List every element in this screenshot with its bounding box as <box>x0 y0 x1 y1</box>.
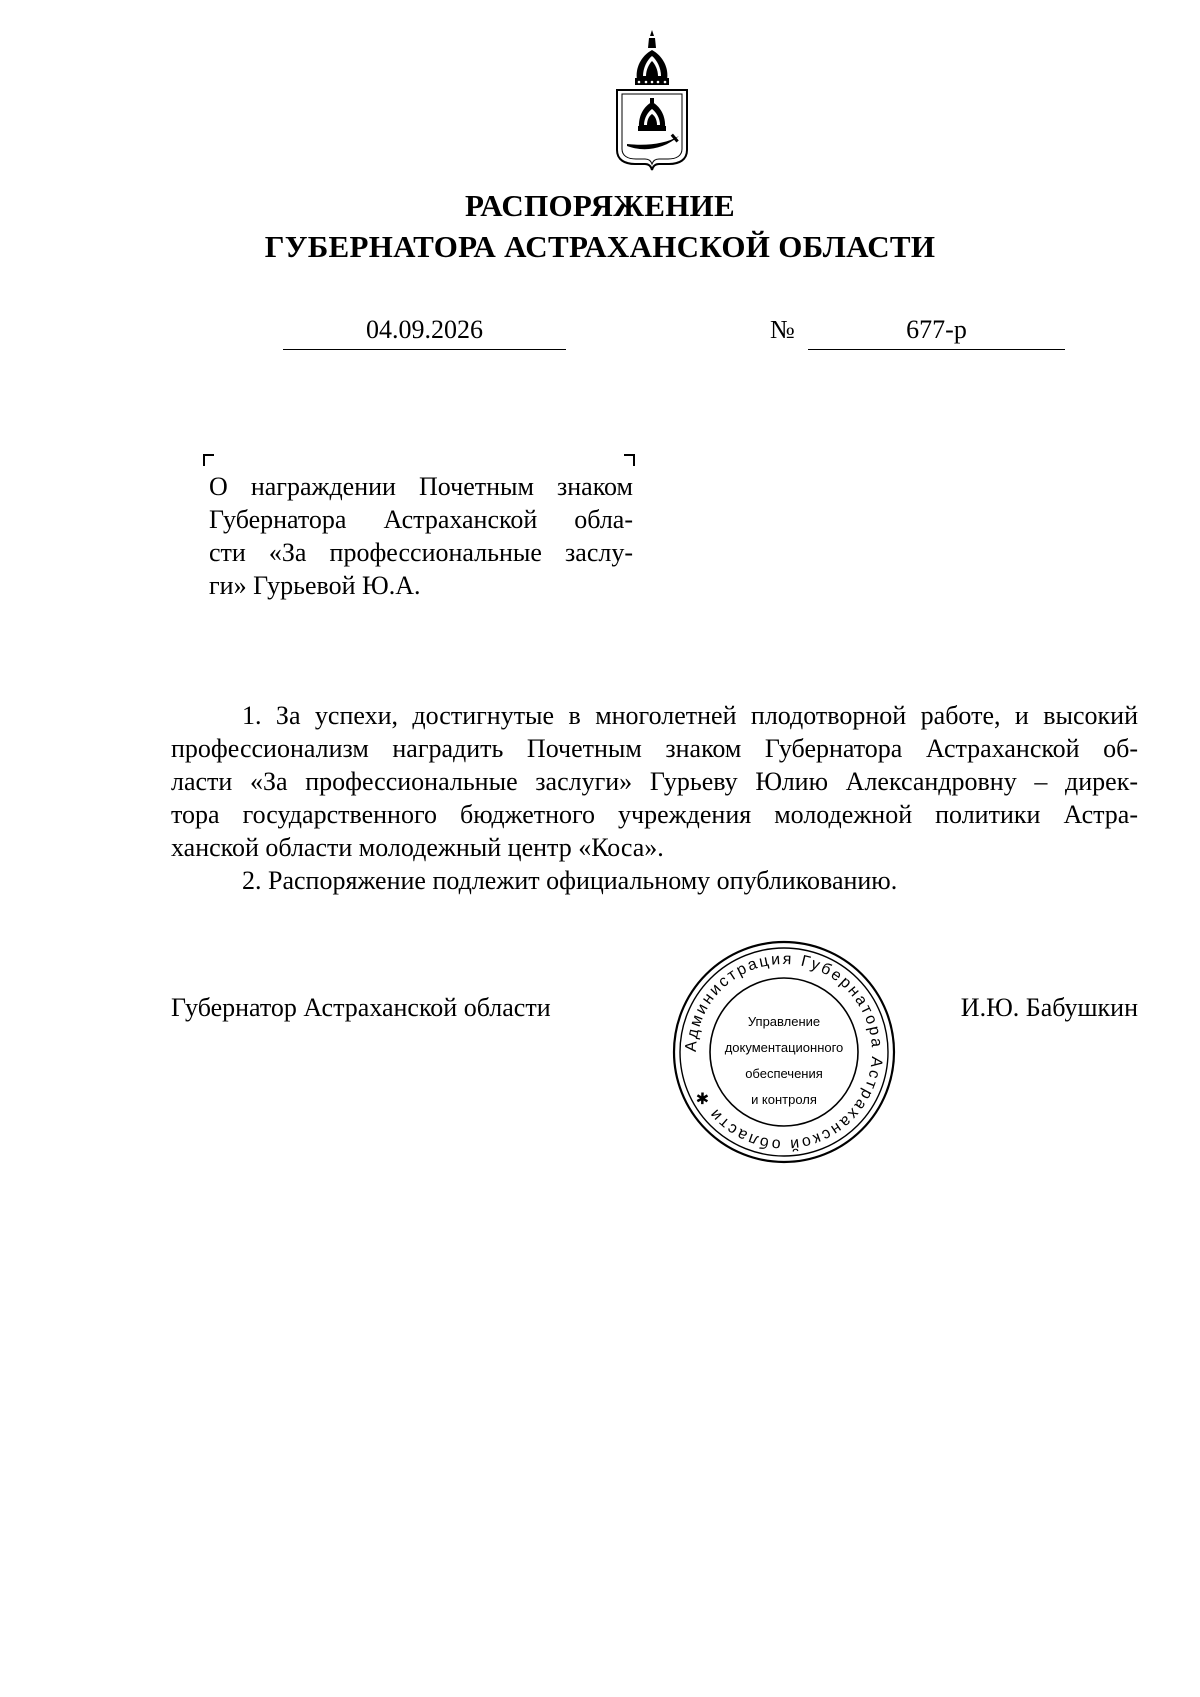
document-body <box>171 699 1138 897</box>
coat-of-arms-icon <box>613 28 691 178</box>
body-line: ханской области молодежный центр «Коса». <box>171 833 664 862</box>
body-line: 2. Распоряжение подлежит официальному опубликованию. <box>242 866 898 895</box>
seal-center-line: и контроля <box>751 1092 817 1107</box>
official-seal-icon <box>672 940 896 1164</box>
body-line: ласти «За профессиональные заслуги» Гурьеву Юлию Александровну – дирек- <box>171 767 1138 796</box>
subject-corner-left <box>203 454 214 466</box>
signatory-position: Губернатор Астраханской области <box>171 993 551 1022</box>
seal-center-line: документационного <box>724 1040 844 1055</box>
seal-ring-text: Администрация Губернатора Астраханской области ✱ <box>682 950 886 1154</box>
body-line: профессионализм наградить Почетным знаком Губернатора Астраханской об- <box>171 734 1138 763</box>
subject-line: О награждении Почетным знаком <box>209 472 633 501</box>
number-field <box>808 313 1065 350</box>
document-subject <box>209 470 633 602</box>
issuer-title: ГУБЕРНАТОРА АСТРАХАНСКОЙ ОБЛАСТИ <box>264 229 936 264</box>
document-date: 04.09.2026 <box>366 315 483 344</box>
body-line: 1. За успехи, достигнутые в многолетней плодотворной работе, и высокий <box>242 701 1138 730</box>
subject-line: Губернатора Астраханской обла- <box>209 505 633 534</box>
seal-center-line: Управление <box>747 1014 821 1029</box>
subject-corner-right <box>624 454 635 466</box>
document-number: 677-р <box>906 315 967 344</box>
subject-line: ги» Гурьевой Ю.А. <box>209 571 421 600</box>
subject-line: сти «За профессиональные заслу- <box>209 538 633 567</box>
date-field <box>283 313 566 350</box>
document-type-title: РАСПОРЯЖЕНИЕ <box>464 188 736 223</box>
number-sign: № <box>770 315 795 344</box>
signatory-name: И.Ю. Бабушкин <box>960 993 1138 1022</box>
body-line: тора государственного бюджетного учреждения молодежной политики Астра- <box>171 800 1138 829</box>
seal-center-line: обеспечения <box>745 1066 823 1081</box>
